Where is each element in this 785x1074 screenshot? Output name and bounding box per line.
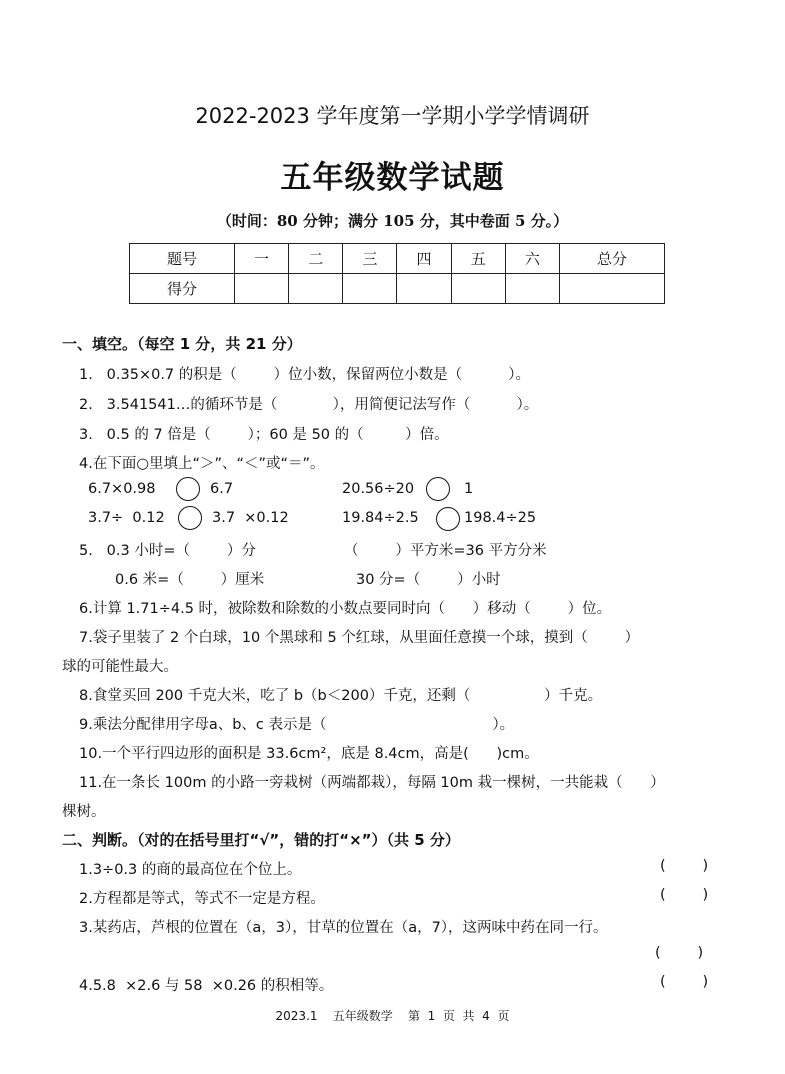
question-1-8: 8.食堂买回 200 千克大米，吃了 b（b＜200）千克，还剩（ ）千克。 [79,688,603,704]
compare-a-left: 6.7×0.98 [88,481,156,497]
compare-b-right: 1 [464,481,474,497]
score-blank-cell[interactable] [343,274,397,304]
compare-circle[interactable] [436,507,460,531]
question-1-7-cont: 球的可能性最大。 [62,659,178,675]
time-note: （时间：80 分钟；满分 105 分，其中卷面 5 分。） [216,212,569,230]
compare-c-right: 3.7 ×0.12 [212,510,289,526]
answer-bracket[interactable]: ( ) [660,858,709,874]
question-1-1: 1. 0.35×0.7 的积是（ ）位小数，保留两位小数是（ ）。 [79,367,530,383]
score-blank-cell[interactable] [505,274,559,304]
score-cell: 题号 [130,244,235,274]
score-row-label: 得分 [130,274,235,304]
score-blank-cell[interactable] [397,274,451,304]
question-1-11-cont: 棵树。 [62,804,106,820]
compare-circle[interactable] [178,506,202,530]
question-1-5d: 30 分=（ ）小时 [356,572,501,588]
score-blank-cell[interactable] [451,274,505,304]
score-table-header-row [130,244,665,274]
score-cell: 五 [451,244,505,274]
exam-title: 2022-2023 学年度第一学期小学学情调研 [195,104,590,128]
question-1-11: 11.在一条长 100m 的小路一旁栽树（两端都栽），每隔 10m 栽一棵树，一共能栽（ ） [79,775,665,791]
score-cell: 六 [505,244,559,274]
score-table-score-row [130,274,665,304]
compare-d-left: 19.84÷2.5 [342,510,419,526]
score-blank-cell[interactable] [559,274,664,304]
compare-a-right: 6.7 [210,481,234,497]
question-1-7: 7.袋子里装了 2 个白球，10 个黑球和 5 个红球，从里面任意摸一个球，摸到（ ） [79,630,640,646]
section1-title: 一、填空。（每空 1 分，共 21 分） [62,335,302,353]
question-1-5c: 0.6 米=（ ）厘米 [115,572,265,588]
answer-bracket[interactable]: ( ) [660,887,709,903]
question-2-2: 2.方程都是等式，等式不一定是方程。 [79,891,325,907]
answer-bracket[interactable]: ( ) [655,945,704,961]
score-blank-cell[interactable] [289,274,343,304]
question-2-3: 3.某药店，芦根的位置在（a，3），甘草的位置在（a，7），这两味中药在同一行。 [79,920,608,936]
compare-d-right: 198.4÷25 [464,510,537,526]
question-1-4: 4.在下面○里填上“＞”、“＜”或“＝”。 [79,456,325,472]
page-footer: 2023.1 五年级数学 第 1 页 共 4 页 [275,1009,510,1023]
score-cell: 二 [289,244,343,274]
score-cell: 一 [234,244,288,274]
score-table [129,243,665,304]
compare-circle[interactable] [176,477,200,501]
score-blank-cell[interactable] [234,274,288,304]
question-1-10: 10.一个平行四边形的面积是 33.6cm²，底是 8.4cm，高是( )cm。 [79,746,539,762]
question-1-5a: 5. 0.3 小时=（ ）分 [79,543,256,559]
score-cell: 四 [397,244,451,274]
answer-bracket[interactable]: ( ) [660,974,709,990]
question-1-5b: （ ）平方米=36 平方分米 [344,543,547,559]
question-2-4: 4.5.8 ×2.6 与 58 ×0.26 的积相等。 [79,978,334,994]
compare-c-left: 3.7÷ 0.12 [88,510,165,526]
score-cell: 总分 [559,244,664,274]
section2-title: 二、判断。（对的在括号里打“√”，错的打“×”）（共 5 分） [62,831,460,849]
question-1-9: 9.乘法分配律用字母a、b、c 表示是（ ）。 [79,717,515,733]
question-2-1: 1.3÷0.3 的商的最高位在个位上。 [79,862,302,878]
question-1-2: 2. 3.541541…的循环节是（ ），用简便记法写作（ ）。 [79,397,539,413]
question-1-3: 3. 0.5 的 7 倍是（ ）；60 是 50 的（ ）倍。 [79,427,449,443]
compare-b-left: 20.56÷20 [342,481,415,497]
subject-title: 五年级数学试题 [280,160,505,196]
score-cell: 三 [343,244,397,274]
question-1-6: 6.计算 1.71÷4.5 时，被除数和除数的小数点要同时向（ ）移动（ ）位。 [79,601,612,617]
compare-circle[interactable] [426,477,450,501]
